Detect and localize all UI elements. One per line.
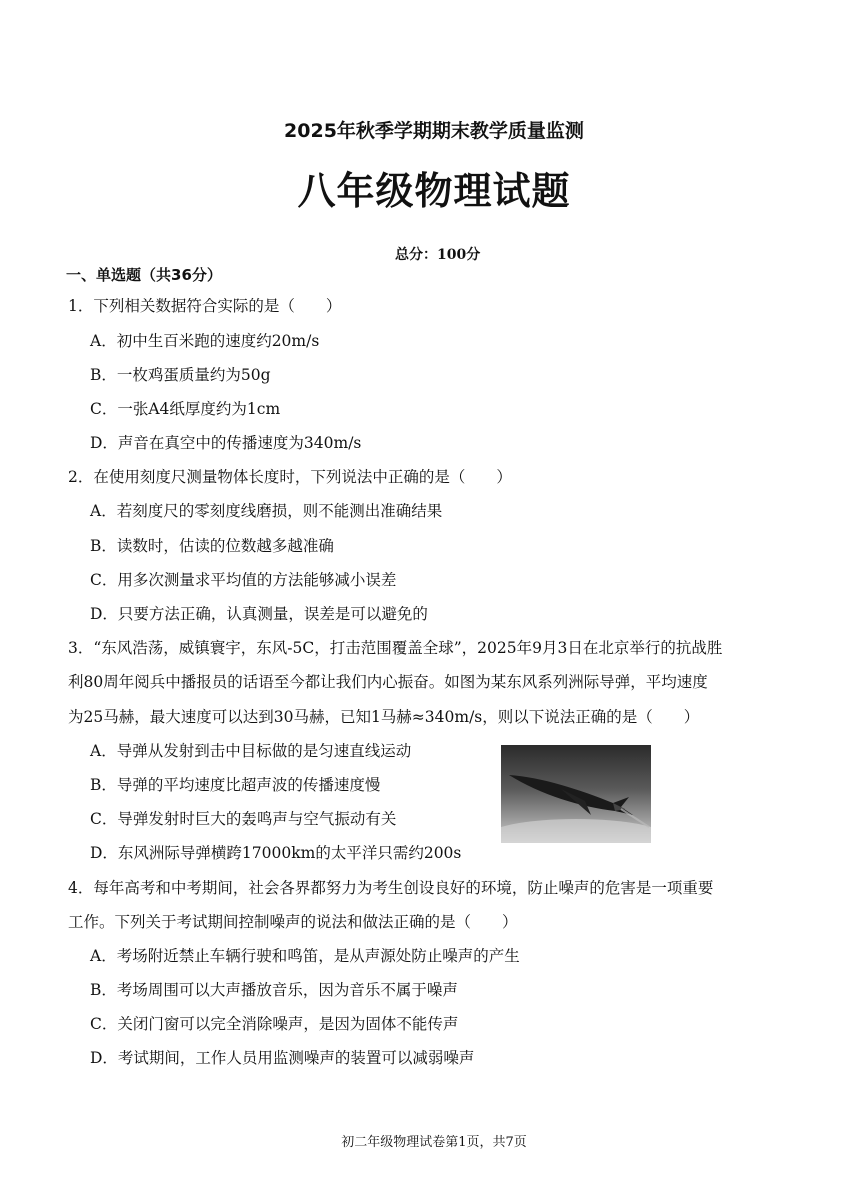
question-4-stem-line-2: 工作。下列关于考试期间控制噪声的说法和做法正确的是（ ） [68, 913, 518, 931]
question-3-stem-line-2: 利80周年阅兵中播报员的话语至今都让我们内心振奋。如图为某东风系列洲际导弹，平均速度 [68, 673, 708, 691]
question-3-stem-line-3: 为25马赫，最大速度可以达到30马赫，已知1马赫≈340m/s，则以下说法正确的是（ ） [68, 708, 700, 726]
question-4-option-a: A．考场附近禁止车辆行驶和鸣笛，是从声源处防止噪声的产生 [90, 947, 520, 965]
question-3-stem-line-1: 3．“东风浩荡，威镇寰宇，东风-5C，打击范围覆盖全球”，2025年9月3日在北京举行的抗战胜 [68, 639, 723, 657]
total-score: 总分：100分 [395, 247, 481, 263]
question-2-option-a: A．若刻度尺的零刻度线磨损，则不能测出准确结果 [90, 502, 443, 520]
question-4-option-b: B．考场周围可以大声播放音乐，因为音乐不属于噪声 [90, 981, 458, 999]
question-1-stem: 1．下列相关数据符合实际的是（ ） [68, 297, 342, 315]
question-2-stem: 2．在使用刻度尺测量物体长度时，下列说法中正确的是（ ） [68, 468, 512, 486]
question-2-option-d: D．只要方法正确，认真测量，误差是可以避免的 [90, 605, 428, 623]
question-2-option-b: B．读数时，估读的位数越多越准确 [90, 537, 334, 555]
question-4-option-d: D．考试期间，工作人员用监测噪声的装置可以减弱噪声 [90, 1049, 475, 1067]
question-3-option-b: B．导弹的平均速度比超声波的传播速度慢 [90, 776, 381, 794]
exam-subtitle: 2025年秋季学期期末教学质量监测 [284, 120, 584, 142]
question-1-option-b: B．一枚鸡蛋质量约为50g [90, 366, 271, 384]
question-1-option-d: D．声音在真空中的传播速度为340m/s [90, 434, 362, 452]
page-footer: 初二年级物理试卷第1页，共7页 [341, 1135, 527, 1150]
missile-icon [501, 745, 651, 843]
question-1-option-a: A．初中生百米跑的速度约20m/s [90, 332, 320, 350]
question-1-option-c: C．一张A4纸厚度约为1cm [90, 400, 281, 418]
section-heading-single-choice: 一、单选题（共36分） [66, 266, 222, 284]
question-3-option-d: D．东风洲际导弹横跨17000km的太平洋只需约200s [90, 844, 462, 862]
missile-photo [501, 745, 651, 843]
question-3-option-a: A．导弹从发射到击中目标做的是匀速直线运动 [90, 742, 412, 760]
question-4-option-c: C．关闭门窗可以完全消除噪声，是因为固体不能传声 [90, 1015, 459, 1033]
question-2-option-c: C．用多次测量求平均值的方法能够减小误差 [90, 571, 397, 589]
question-4-stem-line-1: 4．每年高考和中考期间，社会各界都努力为考生创设良好的环境，防止噪声的危害是一项重要 [68, 879, 714, 897]
exam-title: 八年级物理试题 [297, 169, 571, 213]
question-3-option-c: C．导弹发射时巨大的轰鸣声与空气振动有关 [90, 810, 397, 828]
